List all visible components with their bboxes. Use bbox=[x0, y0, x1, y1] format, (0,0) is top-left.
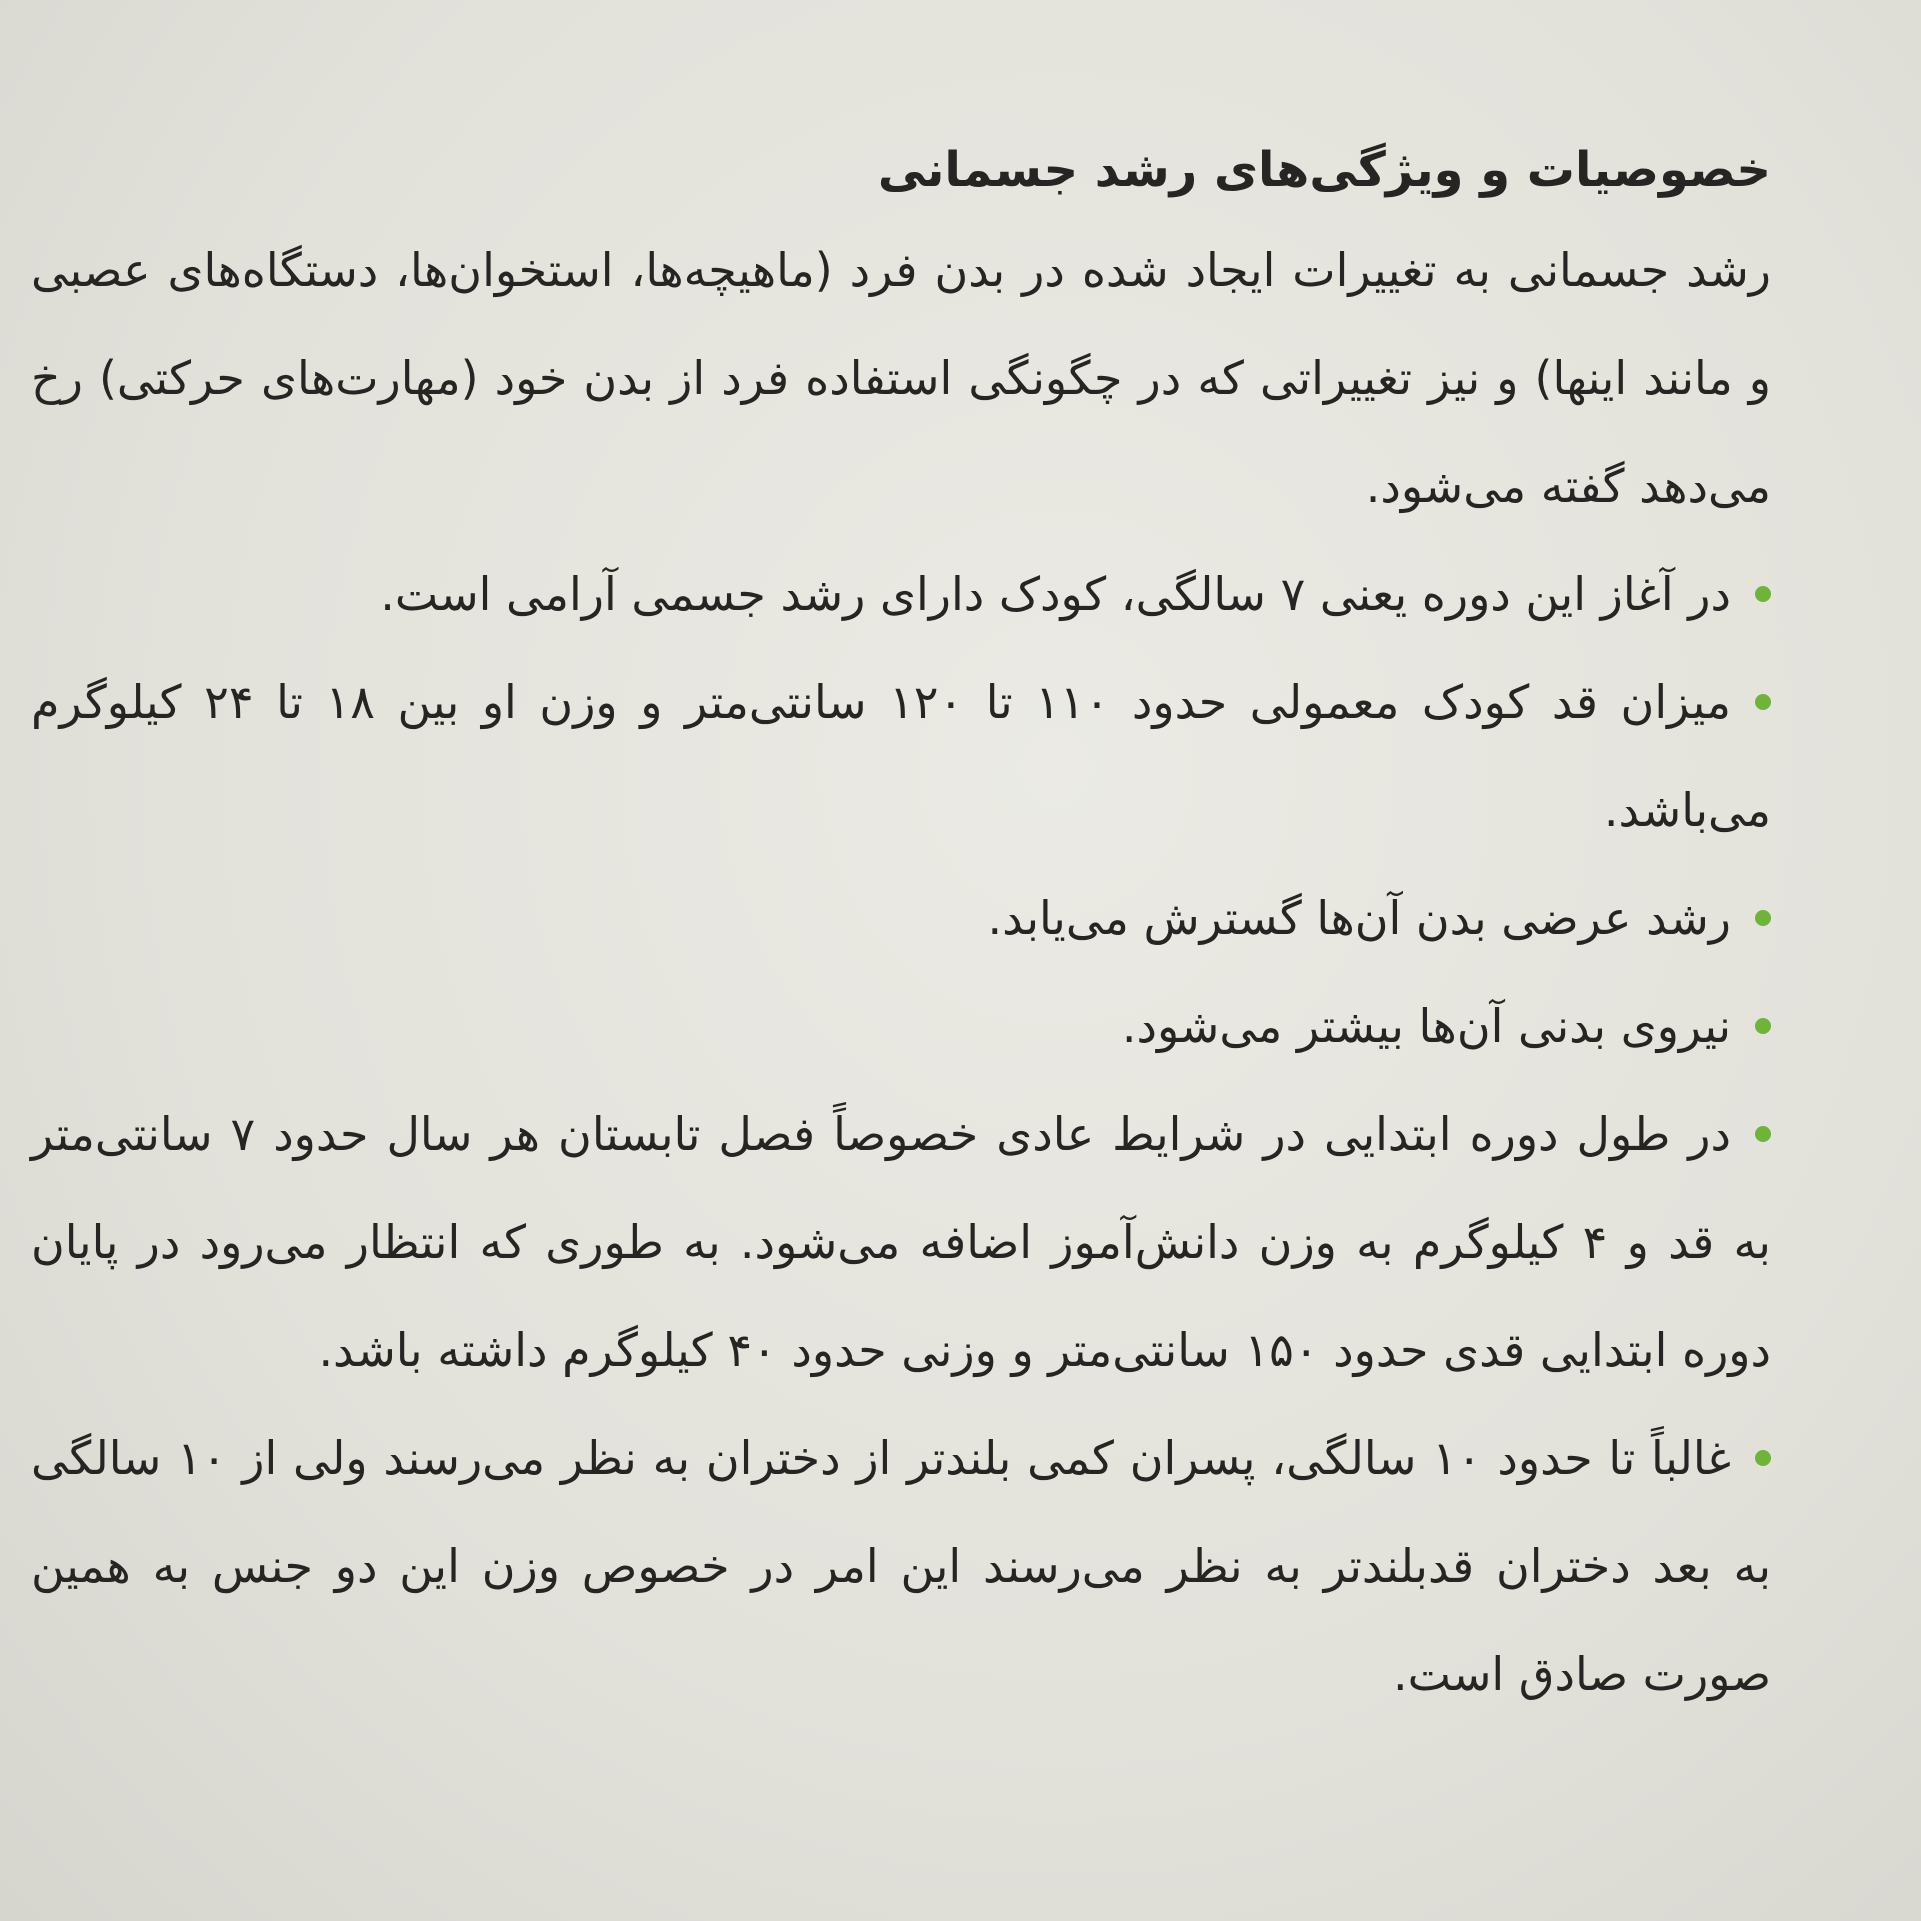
bullet-dot-icon bbox=[1755, 910, 1771, 926]
bullet-item bbox=[31, 648, 1771, 864]
bullet-item bbox=[31, 540, 1771, 648]
bullet-text: در آغاز این دوره یعنی ۷ سالگی، کودک دارای رشد جسمی آرامی است. bbox=[380, 567, 1731, 621]
bullet-dot-icon bbox=[1755, 1018, 1771, 1034]
bullet-text: نیروی بدنی آن‌ها بیشتر می‌شود. bbox=[1121, 999, 1731, 1053]
bullet-dot-icon bbox=[1755, 694, 1771, 710]
section-heading: خصوصیات و ویژگی‌های رشد جسمانی bbox=[877, 142, 1771, 198]
bullet-list bbox=[31, 540, 1771, 1728]
bullet-text: میزان قد کودک معمولی حدود ۱۱۰ تا ۱۲۰ سانتی‌متر و وزن او بین ۱۸ تا ۲۴ کیلوگرم می‌باشد. bbox=[31, 675, 1771, 837]
bullet-dot-icon bbox=[1755, 586, 1771, 602]
bullet-text: غالباً تا حدود ۱۰ سالگی، پسران کمی بلندتر از دختران به نظر می‌رسند ولی از ۱۰ سالگی به بعد دختران قدبلندتر به نظر می‌رسند این امر در خصوص وزن این دو جنس به همین صورت صادق است. bbox=[31, 1431, 1771, 1701]
bullet-dot-icon bbox=[1755, 1450, 1771, 1466]
intro-paragraph: رشد جسمانی به تغییرات ایجاد شده در بدن فرد (ماهیچه‌ها، استخوان‌ها، دستگاه‌های عصبی و مانند اینها) و نیز تغییراتی که در چگونگی استفاده فرد از بدن خود (مهارت‌های حرکتی) رخ می‌دهد گفته می‌شود. bbox=[31, 243, 1771, 513]
document-body bbox=[31, 130, 1771, 1728]
bullet-text: رشد عرضی بدن آن‌ها گسترش می‌یابد. bbox=[987, 891, 1731, 945]
bullet-item bbox=[31, 972, 1771, 1080]
bullet-item bbox=[31, 1080, 1771, 1404]
bullet-item bbox=[31, 864, 1771, 972]
bullet-dot-icon bbox=[1755, 1126, 1771, 1142]
bullet-text: در طول دوره ابتدایی در شرایط عادی خصوصاً فصل تابستان هر سال حدود ۷ سانتی‌متر به قد و ۴ کیلوگرم به وزن دانش‌آموز اضافه می‌شود. به طوری که انتظار می‌رود در پایان دوره ابتدایی قدی حدود ۱۵۰ سانتی‌متر و وزنی حدود ۴۰ کیلوگرم داشته باشد. bbox=[31, 1107, 1771, 1377]
bullet-item bbox=[31, 1404, 1771, 1728]
